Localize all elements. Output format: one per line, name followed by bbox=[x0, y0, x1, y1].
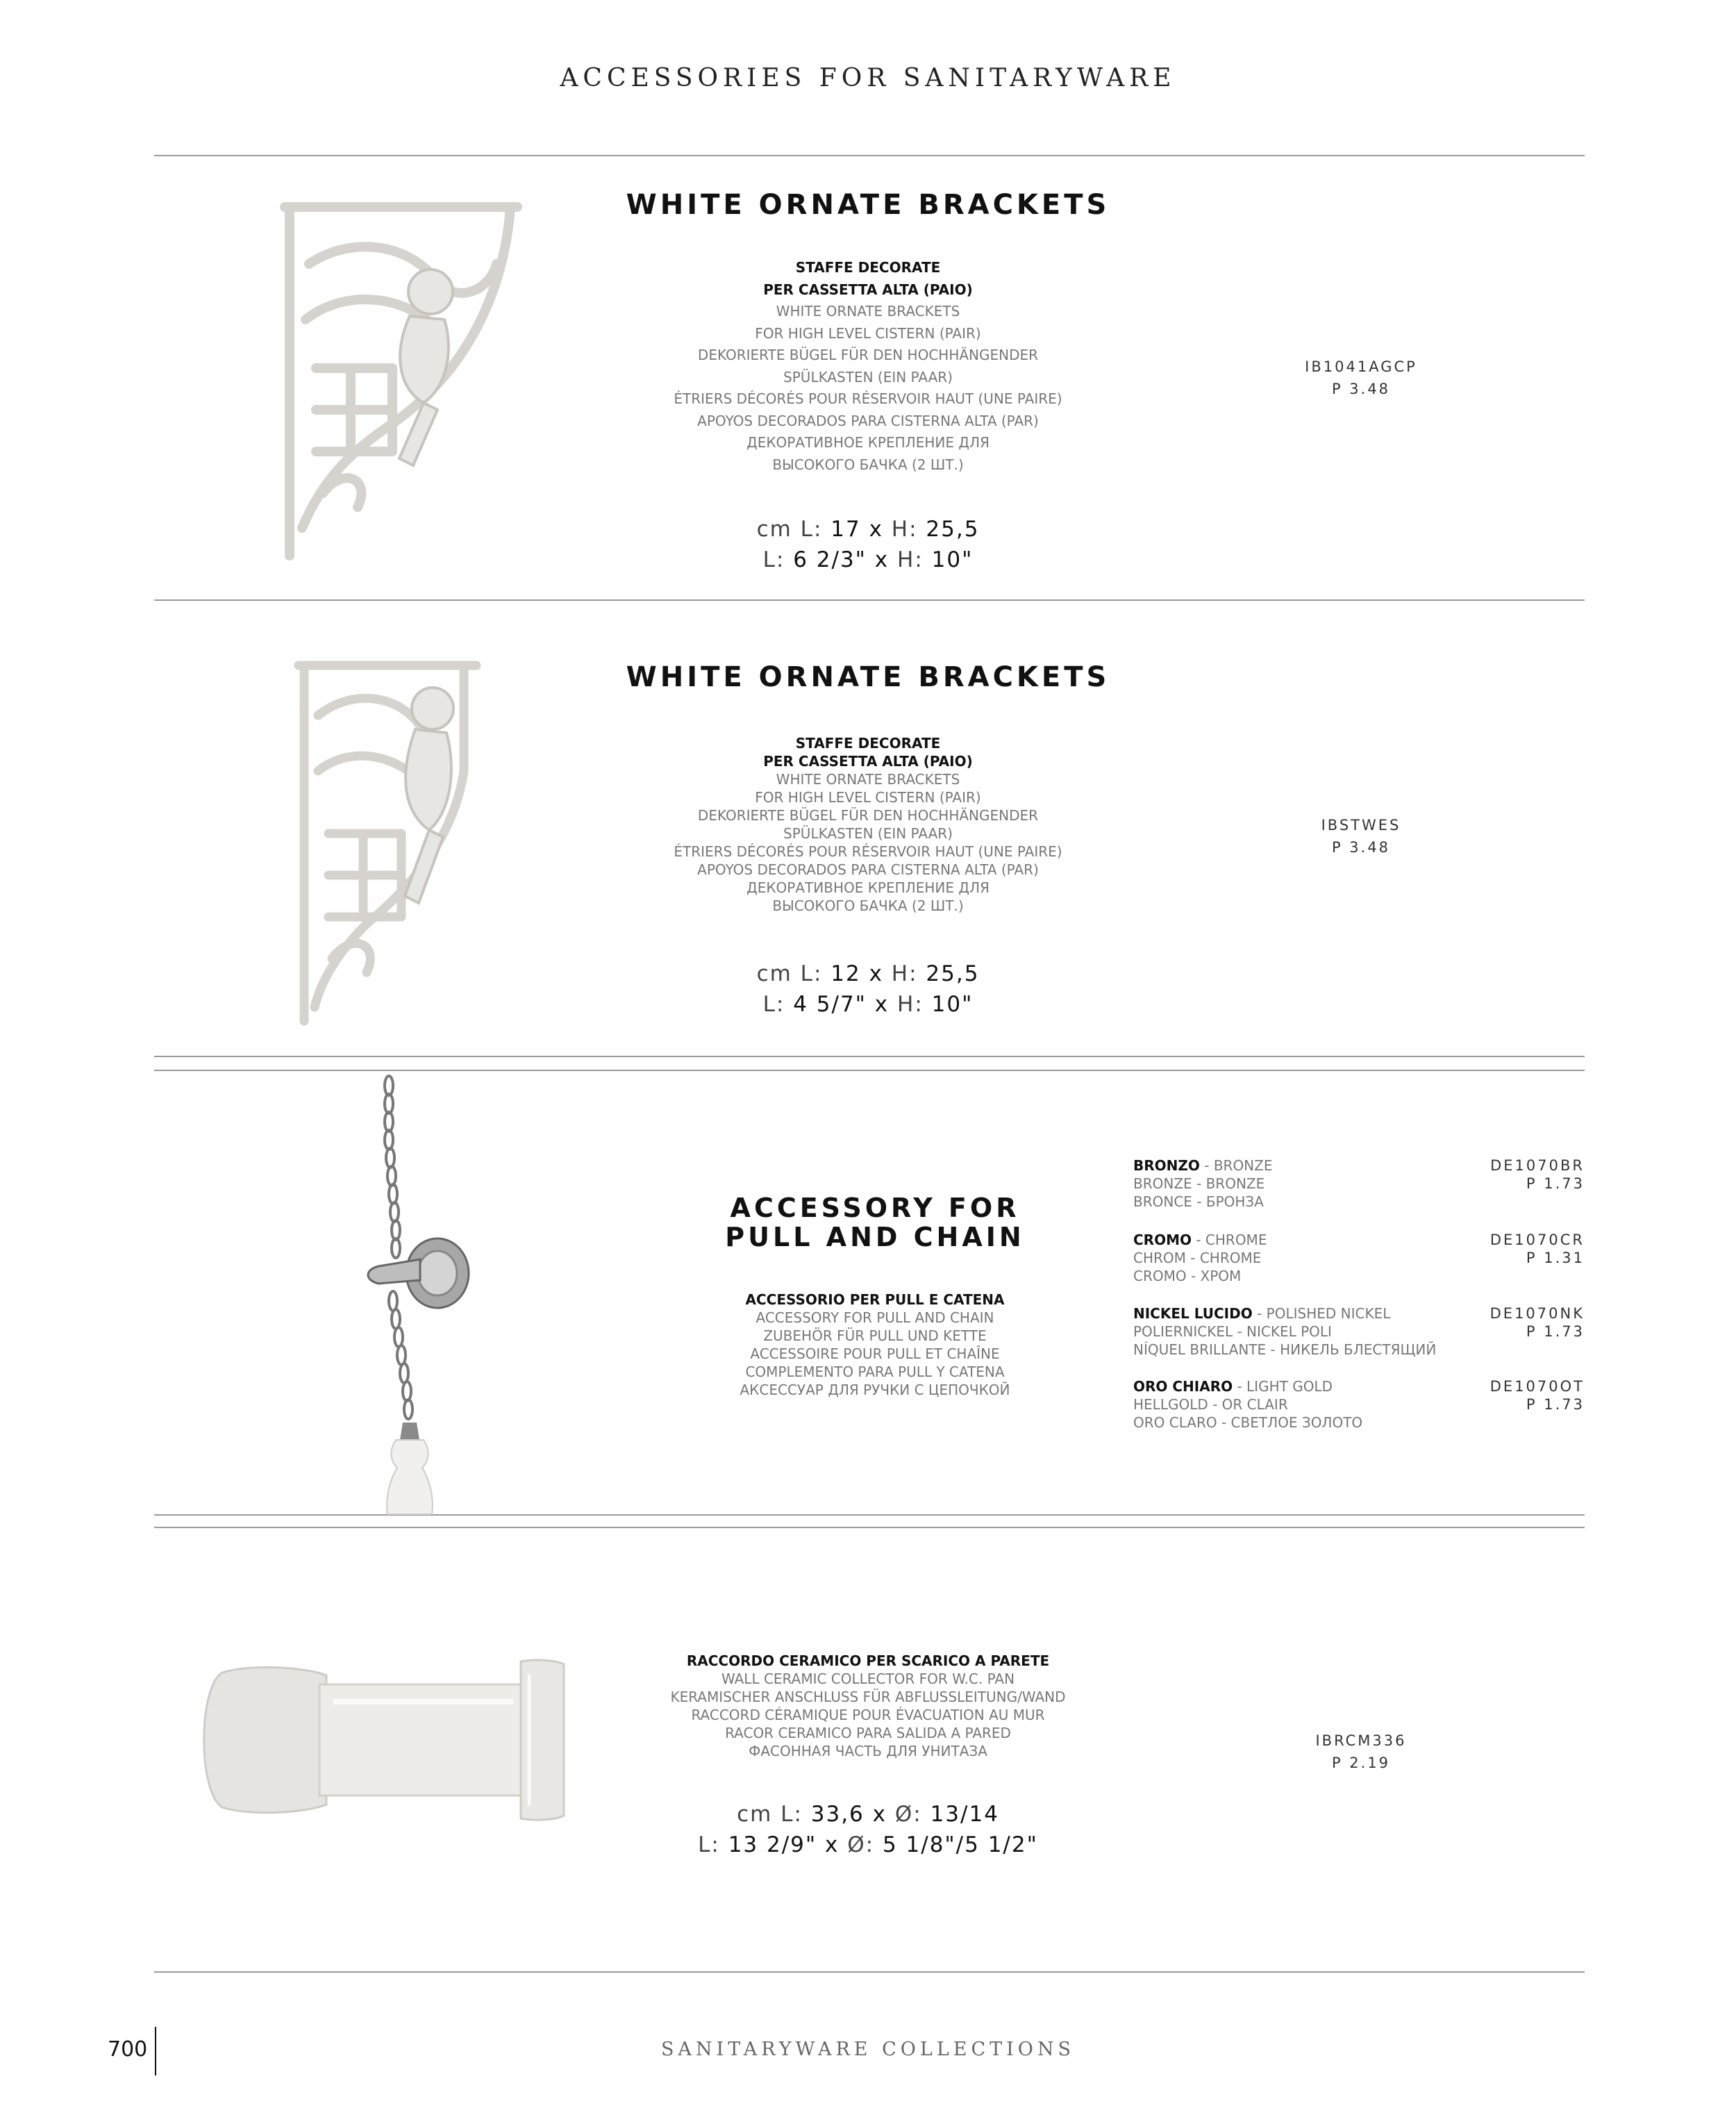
desc-line: RACCORD CÉRAMIQUE POUR ÉVACUATION AU MUR bbox=[691, 1707, 1045, 1723]
product-description bbox=[611, 734, 1125, 915]
desc-line: ДЕКОРАТИВНОЕ КРЕПЛЕНИЕ ДЛЯ bbox=[746, 434, 990, 451]
divider bbox=[154, 1971, 1585, 1973]
desc-line: ВЫСОКОГО БАЧКА (2 ШТ.) bbox=[772, 456, 964, 473]
variant-code: DE1070BR bbox=[1490, 1157, 1585, 1174]
product-code: IB1041AGCP bbox=[1305, 358, 1417, 375]
variant-code: DE1070CR bbox=[1489, 1232, 1585, 1248]
desc-line: DEKORIERTE BÜGEL FÜR DEN HOCHHÄNGENDER bbox=[697, 807, 1039, 824]
pull-chain-image bbox=[347, 1072, 486, 1514]
desc-line: APOYOS DECORADOS PARA CISTERNA ALTA (PAR) bbox=[697, 412, 1039, 429]
dimensions-inch: L: 4 5/7" x H: 10" bbox=[762, 992, 974, 1017]
finish-variant bbox=[1133, 1231, 1585, 1285]
dimensions-cm: cm L: 17 x H: 25,5 bbox=[756, 517, 980, 542]
product-price: P 2.19 bbox=[1331, 1755, 1391, 1771]
desc-line: FOR HIGH LEVEL CISTERN (PAIR) bbox=[755, 324, 981, 342]
page-header-title: ACCESSORIES FOR SANITARYWARE bbox=[560, 64, 1176, 92]
product-title: WHITE ORNATE BRACKETS bbox=[626, 661, 1110, 693]
variant-code-price bbox=[1490, 1157, 1585, 1193]
desc-line: WHITE ORNATE BRACKETS bbox=[776, 303, 960, 320]
product-title: WHITE ORNATE BRACKETS bbox=[626, 189, 1110, 221]
finish-variant bbox=[1133, 1304, 1585, 1359]
desc-line: ВЫСОКОГО БАЧКА (2 ШТ.) bbox=[772, 897, 964, 914]
desc-line: WALL CERAMIC COLLECTOR FOR W.C. PAN bbox=[721, 1671, 1015, 1687]
desc-line: ZUBEHÖR FÜR PULL UND KETTE bbox=[763, 1327, 987, 1344]
desc-line: ДЕКОРАТИВНОЕ КРЕПЛЕНИЕ ДЛЯ bbox=[746, 879, 990, 896]
desc-line: ФАСОННАЯ ЧАСТЬ ДЛЯ УНИТАЗА bbox=[749, 1743, 987, 1759]
variant-line: BRONZO - BRONZE bbox=[1133, 1157, 1273, 1174]
product-dimensions bbox=[611, 514, 1125, 575]
desc-line: COMPLEMENTO PARA PULL Y CATENA bbox=[745, 1363, 1005, 1380]
ceramic-collector-image bbox=[194, 1653, 573, 1827]
divider bbox=[154, 1527, 1585, 1528]
product-code: IBSTWES bbox=[1321, 817, 1401, 834]
dimensions-cm: cm L: 12 x H: 25,5 bbox=[756, 961, 980, 986]
divider bbox=[154, 599, 1585, 601]
footer-title: SANITARYWARE COLLECTIONS bbox=[660, 2039, 1076, 2060]
desc-line-bold: RACCORDO CERAMICO PER SCARICO A PARETE bbox=[686, 1652, 1050, 1669]
desc-line: DEKORIERTE BÜGEL FÜR DEN HOCHHÄNGENDER bbox=[697, 347, 1039, 363]
variant-line: BRONCE - БРОНЗА bbox=[1133, 1193, 1264, 1210]
product-price: P 3.48 bbox=[1331, 381, 1391, 397]
desc-line: АКСЕССУАР ДЛЯ РУЧКИ С ЦЕПОЧКОЙ bbox=[740, 1382, 1010, 1398]
variant-line: NÍQUEL BRILLANTE - НИКЕЛЬ БЛЕСТЯЩИЙ bbox=[1133, 1341, 1437, 1358]
desc-line: ÉTRIERS DÉCORÉS POUR RÉSERVOIR HAUT (UNE PAIRE) bbox=[674, 390, 1062, 407]
finish-variant bbox=[1133, 1377, 1585, 1432]
product-code: IBRCM336 bbox=[1315, 1732, 1407, 1749]
variant-line: CROMO - ХРОМ bbox=[1133, 1268, 1242, 1284]
desc-line: WHITE ORNATE BRACKETS bbox=[776, 771, 960, 788]
variant-code-price bbox=[1490, 1377, 1585, 1414]
variant-code-price bbox=[1490, 1231, 1585, 1267]
dimensions-cm: cm L: 33,6 x Ø: 13/14 bbox=[737, 1802, 999, 1827]
product-description bbox=[667, 1291, 1083, 1399]
desc-line-bold: STAFFE DECORATE bbox=[795, 259, 941, 276]
dimensions-inch: L: 6 2/3" x H: 10" bbox=[762, 547, 974, 572]
divider bbox=[154, 1514, 1585, 1516]
variant-line: NICKEL LUCIDO - POLISHED NICKEL bbox=[1133, 1305, 1391, 1322]
divider bbox=[154, 1056, 1585, 1057]
product-title-line: PULL AND CHAIN bbox=[725, 1222, 1025, 1252]
variant-code: DE1070OT bbox=[1489, 1378, 1585, 1395]
desc-line: KERAMISCHER ANSCHLUSS FÜR ABFLUSSLEITUNG/WAND bbox=[670, 1689, 1066, 1705]
divider bbox=[154, 1070, 1585, 1071]
product-title bbox=[667, 1193, 1083, 1252]
variant-price: P 1.73 bbox=[1526, 1323, 1585, 1340]
desc-line: ÉTRIERS DÉCORÉS POUR RÉSERVOIR HAUT (UNE PAIRE) bbox=[674, 843, 1062, 860]
ornate-bracket-image bbox=[274, 201, 528, 563]
variant-price: P 1.73 bbox=[1526, 1396, 1585, 1413]
variant-price: P 1.73 bbox=[1526, 1175, 1585, 1192]
product-dimensions bbox=[611, 959, 1125, 1020]
product-code-price bbox=[1222, 814, 1500, 859]
finish-variant bbox=[1133, 1157, 1585, 1211]
product-code-price bbox=[1222, 356, 1500, 400]
variant-code-price bbox=[1490, 1304, 1585, 1341]
product-description bbox=[611, 257, 1125, 476]
desc-line-bold: PER CASSETTA ALTA (PAIO) bbox=[763, 281, 973, 298]
variant-line: HELLGOLD - OR CLAIR bbox=[1133, 1396, 1288, 1413]
product-description bbox=[611, 1652, 1125, 1760]
divider bbox=[154, 155, 1585, 156]
product-dimensions bbox=[611, 1799, 1125, 1860]
desc-line: ACCESSORY FOR PULL AND CHAIN bbox=[756, 1309, 994, 1326]
product-title-line: ACCESSORY FOR bbox=[730, 1193, 1020, 1223]
variant-line: CROMO - CHROME bbox=[1133, 1232, 1267, 1248]
desc-line: RACOR CERAMICO PARA SALIDA A PARED bbox=[725, 1725, 1011, 1741]
variant-price: P 1.31 bbox=[1526, 1250, 1585, 1266]
variant-line: POLIERNICKEL - NICKEL POLI bbox=[1133, 1323, 1332, 1340]
desc-line-bold: PER CASSETTA ALTA (PAIO) bbox=[763, 753, 973, 770]
product-code-price bbox=[1222, 1730, 1500, 1774]
desc-line: APOYOS DECORADOS PARA CISTERNA ALTA (PAR) bbox=[697, 861, 1039, 878]
desc-line-bold: STAFFE DECORATE bbox=[795, 735, 941, 752]
variant-line: CHROM - CHROME bbox=[1133, 1250, 1262, 1266]
dimensions-inch: L: 13 2/9" x Ø: 5 1/8"/5 1/2" bbox=[698, 1832, 1038, 1857]
variant-line: ORO CHIARO - LIGHT GOLD bbox=[1133, 1378, 1333, 1395]
desc-line: SPÜLKASTEN (EIN PAAR) bbox=[783, 368, 953, 386]
variant-code: DE1070NK bbox=[1489, 1305, 1585, 1322]
page-number: 700 bbox=[108, 2037, 148, 2062]
product-price: P 3.48 bbox=[1331, 839, 1391, 856]
desc-line: SPÜLKASTEN (EIN PAAR) bbox=[783, 825, 953, 842]
desc-line-bold: ACCESSORIO PER PULL E CATENA bbox=[745, 1291, 1005, 1308]
desc-line: ACCESSOIRE POUR PULL ET CHAÎNE bbox=[750, 1345, 1000, 1362]
ornate-bracket-image bbox=[290, 660, 485, 1028]
variant-line: ORO CLARO - СВЕТЛОЕ ЗОЛОТО bbox=[1133, 1414, 1363, 1431]
variant-line: BRONZE - BRONZE bbox=[1133, 1175, 1265, 1192]
desc-line: FOR HIGH LEVEL CISTERN (PAIR) bbox=[755, 789, 981, 806]
